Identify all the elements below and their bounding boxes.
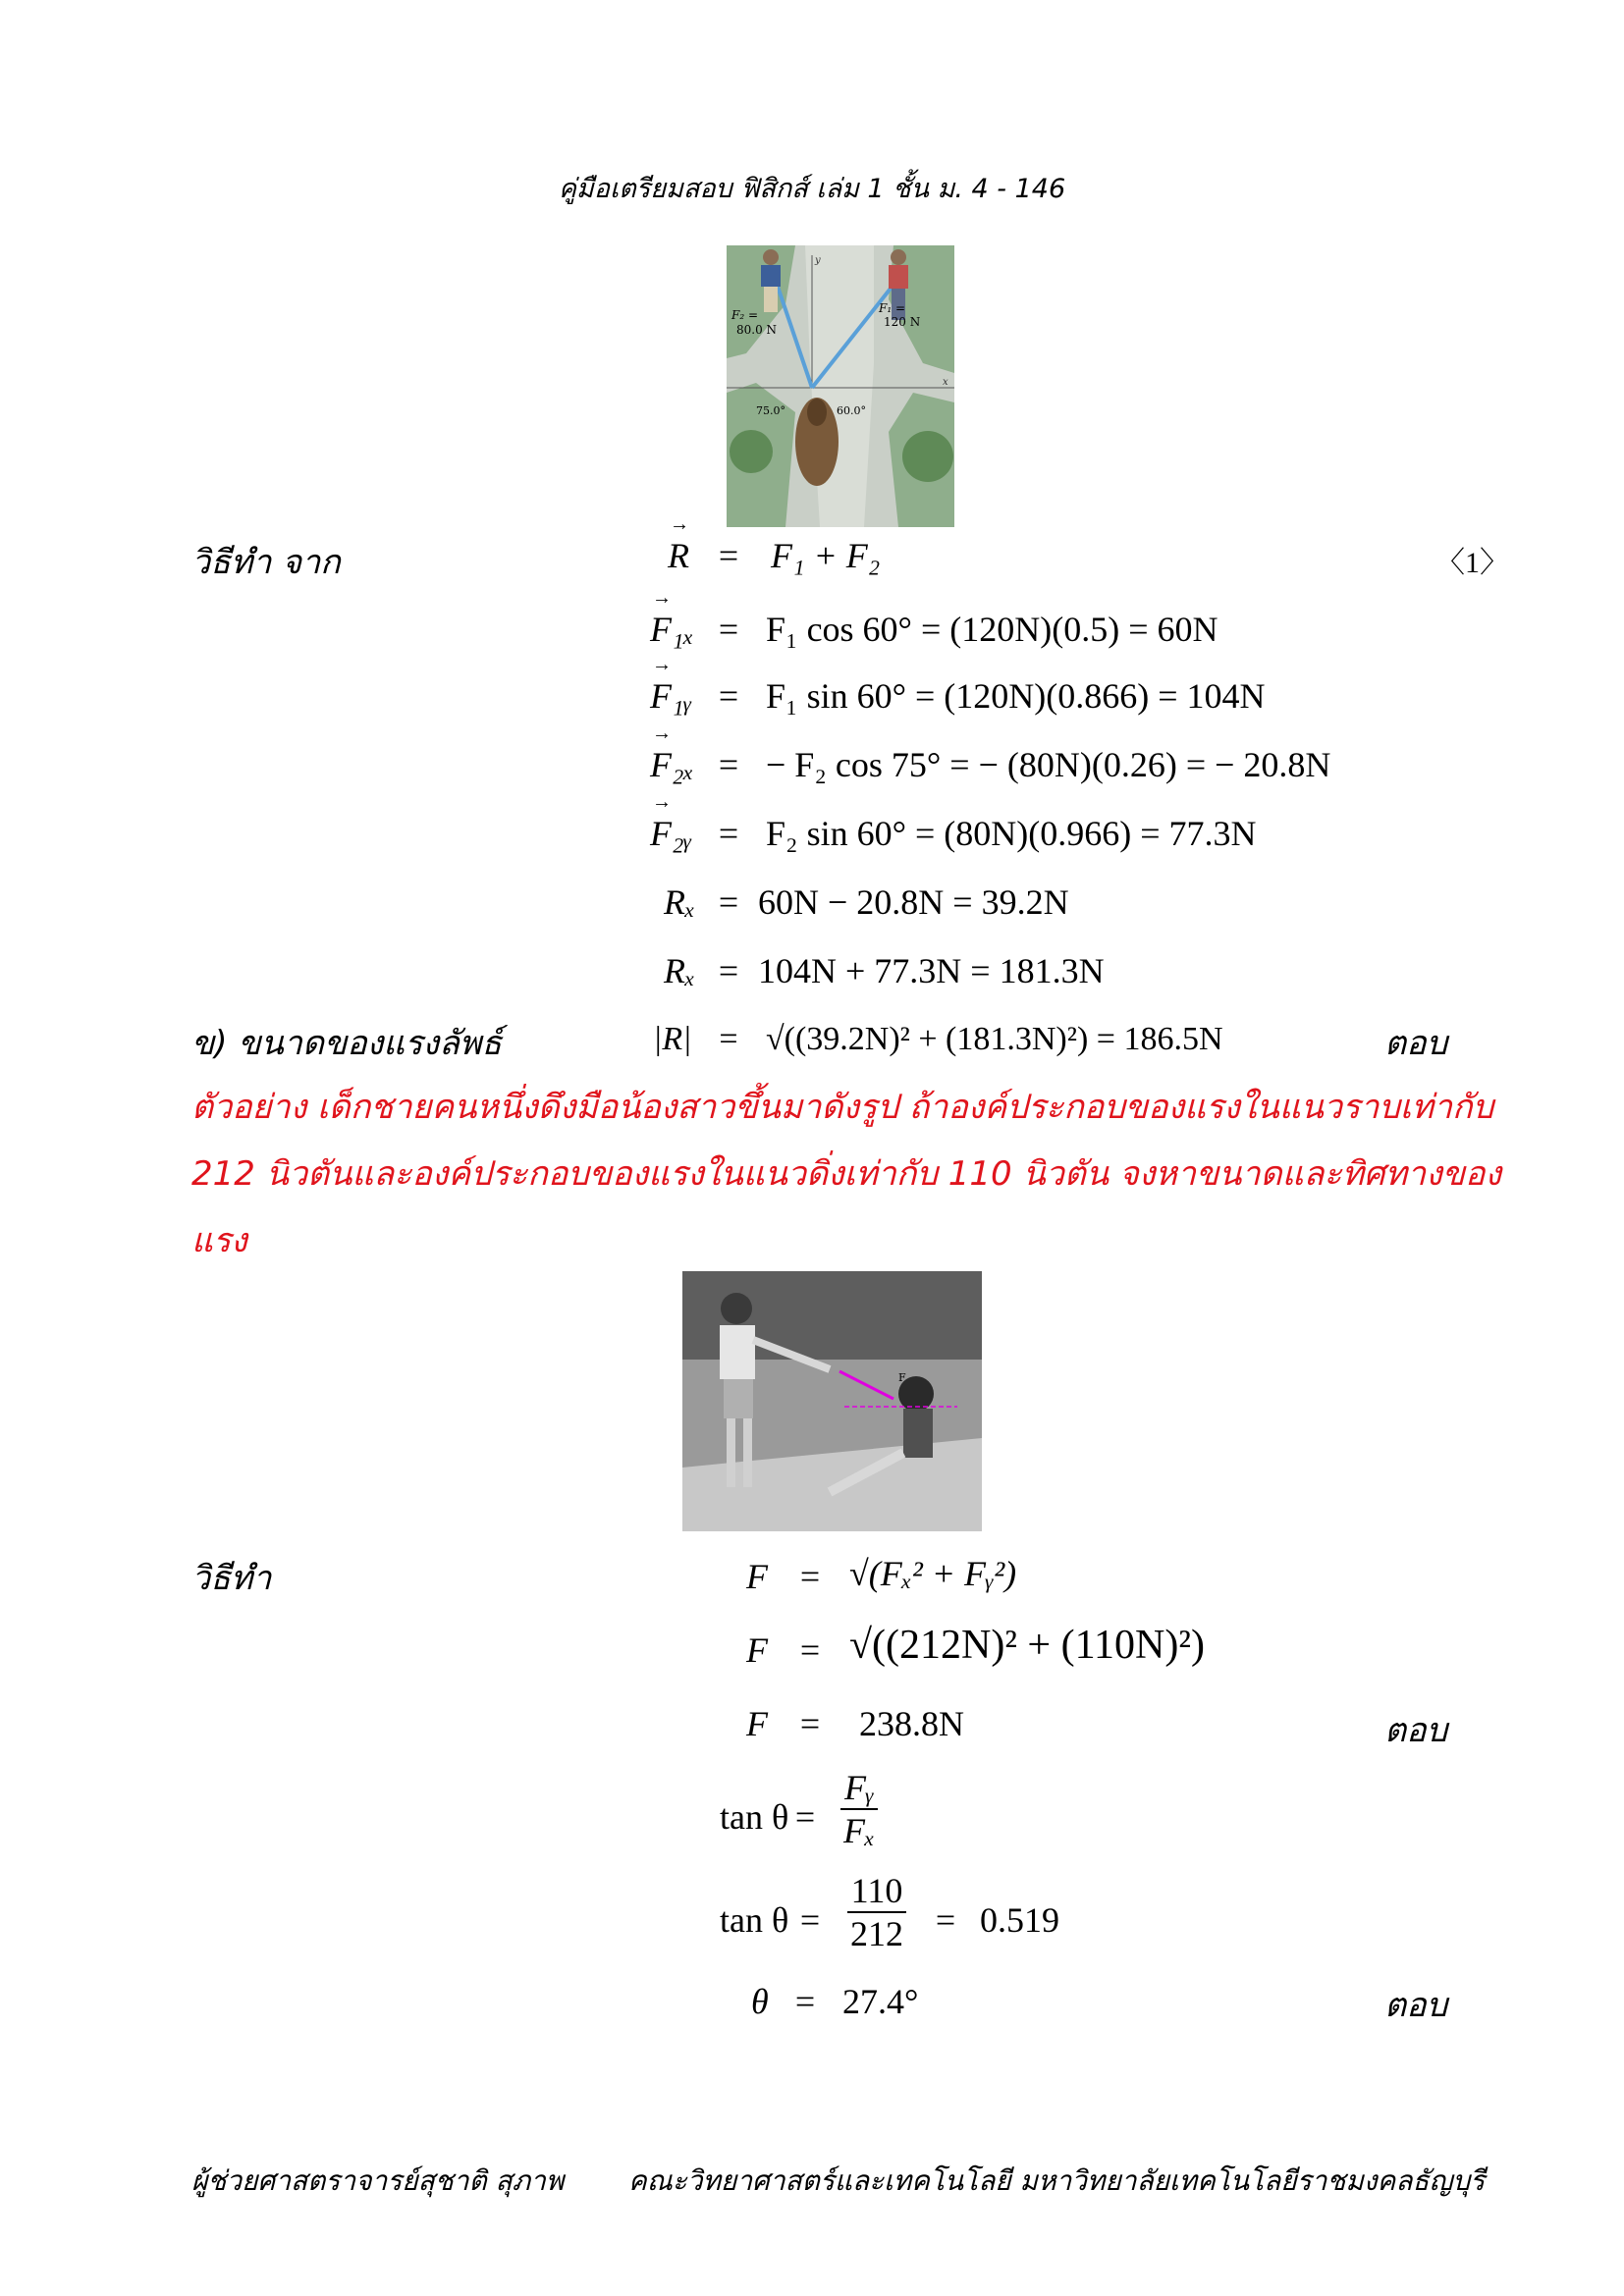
- f2-label: F₂ =: [731, 308, 759, 322]
- eq-row-3-equals: =: [718, 745, 739, 784]
- figure2-force-label: F: [898, 1371, 906, 1384]
- figure-boy-pulling-sister: [682, 1271, 982, 1531]
- tan-value-den: 212: [850, 1914, 903, 1953]
- part-b-label: ข) ขนาดของแรงลัพธ์: [191, 1024, 503, 1063]
- axis-x-label: x: [943, 377, 948, 388]
- f1-label: F₁ =: [879, 301, 906, 315]
- eq-row-2-equals: =: [718, 676, 739, 716]
- f-numeric-equals: =: [799, 1630, 821, 1670]
- example-line-3: แรง: [191, 1221, 247, 1260]
- f-result-equals: =: [799, 1704, 821, 1743]
- example-line-1: ตัวอย่าง เด็กชายคนหนึ่งดึงมือน้องสาวขึ้นมาดังรูป ถ้าองค์ประกอบของแรงในแนวราบเท่ากับ: [191, 1088, 1494, 1127]
- magnitude-equals: =: [719, 1021, 738, 1057]
- angle-left: 75.0°: [756, 404, 785, 417]
- eq-row-0-lhs: → R: [668, 535, 689, 576]
- eq-row-1-lhs: → F₁ₓ: [650, 609, 694, 650]
- eq-row-5-rhs: 60N − 20.8N = 39.2N: [758, 882, 1069, 922]
- tan-value-lhs: tan θ: [720, 1900, 789, 1940]
- tan-result-equals: =: [935, 1900, 956, 1940]
- solution1-eq-number: 〈1〉: [1435, 547, 1509, 579]
- f2-value: 80.0 N: [736, 323, 778, 337]
- figure-tug-forces: [727, 245, 954, 527]
- f-general-equals: =: [799, 1557, 821, 1596]
- theta-lhs: θ: [751, 1982, 769, 2021]
- f-result-rhs: 238.8N: [859, 1704, 964, 1743]
- f-result-lhs: F: [746, 1704, 768, 1743]
- answer-1: ตอบ: [1384, 1024, 1448, 1063]
- tan-def-den: Fₓ: [843, 1811, 876, 1850]
- f-general-lhs: F: [746, 1557, 768, 1596]
- figure-boy-pulling-sister-drawing: [682, 1271, 982, 1531]
- eq-row-5-lhs: Rₓ: [664, 882, 696, 922]
- eq-row-6-equals: =: [718, 951, 739, 990]
- theta-equals: =: [794, 1982, 816, 2021]
- tan-value-fraction: [846, 1870, 907, 1954]
- f-general-rhs: √(Fₓ² + Fᵧ²): [849, 1554, 1017, 1593]
- figure-tug-forces-drawing: [727, 245, 954, 527]
- footer-institution: คณะวิทยาศาสตร์และเทคโนโลยี มหาวิทยาลัยเทคโนโลยีราชมงคลธัญบุรี: [628, 2164, 1486, 2197]
- eq-row-4-lhs: → F₂ᵧ: [650, 813, 692, 854]
- f-numeric-lhs: F: [746, 1630, 768, 1670]
- eq-row-1-rhs: F₁ cos 60° = (120N)(0.5) = 60N: [766, 610, 1218, 649]
- eq-row-6-rhs: 104N + 77.3N = 181.3N: [758, 951, 1105, 990]
- magnitude-rhs: √((39.2N)² + (181.3N)²) = 186.5N: [766, 1021, 1223, 1057]
- tan-def-equals: =: [794, 1797, 816, 1837]
- eq-row-0-rhs: F₁ + F₂: [771, 536, 881, 575]
- tan-def-fraction: [839, 1767, 879, 1851]
- eq-row-4-rhs: F₂ sin 60° = (80N)(0.966) = 77.3N: [766, 814, 1257, 853]
- tan-result: 0.519: [980, 1900, 1059, 1940]
- solution1-label: วิธีทำ จาก: [191, 543, 341, 582]
- solution2-label: วิธีทำ: [191, 1559, 272, 1598]
- answer-2: ตอบ: [1384, 1711, 1448, 1750]
- example-line-2: 212 นิวตันและองค์ประกอบของแรงในแนวดิ่งเท่ากับ 110 นิวตัน จงหาขนาดและทิศทางของ: [191, 1154, 1501, 1194]
- tan-def-num: Fᵧ: [840, 1767, 878, 1810]
- footer-author: ผู้ช่วยศาสตราจารย์สุชาติ สุภาพ: [191, 2164, 565, 2197]
- eq-row-3-rhs: − F₂ cos 75° = − (80N)(0.26) = − 20.8N: [766, 745, 1331, 784]
- tan-value-equals: =: [799, 1900, 821, 1940]
- eq-row-5-equals: =: [718, 882, 739, 922]
- eq-row-2-lhs: → F₁ᵧ: [650, 675, 692, 717]
- angle-right: 60.0°: [837, 404, 866, 417]
- eq-row-2-rhs: F₁ sin 60° = (120N)(0.866) = 104N: [766, 676, 1266, 716]
- f-numeric-rhs: √((212N)² + (110N)²): [849, 1623, 1205, 1668]
- eq-row-1-equals: =: [718, 610, 739, 649]
- page-header: คู่มือเตรียมสอบ ฟิสิกส์ เล่ม 1 ชั้น ม. 4 - 146: [558, 174, 1066, 204]
- theta-result: 27.4°: [842, 1982, 919, 2021]
- tan-value-num: 110: [847, 1870, 907, 1913]
- axis-y-label: y: [815, 255, 821, 266]
- eq-row-3-lhs: → F₂ₓ: [650, 744, 694, 785]
- answer-3: ตอบ: [1384, 1986, 1448, 2025]
- tan-def-lhs: tan θ: [720, 1797, 789, 1837]
- eq-row-4-equals: =: [718, 814, 739, 853]
- f1-value: 120 N: [884, 315, 921, 329]
- eq-row-6-lhs: Rₓ: [664, 951, 696, 990]
- eq-row-0-equals: =: [718, 536, 739, 575]
- magnitude-lhs: |R|: [653, 1021, 692, 1057]
